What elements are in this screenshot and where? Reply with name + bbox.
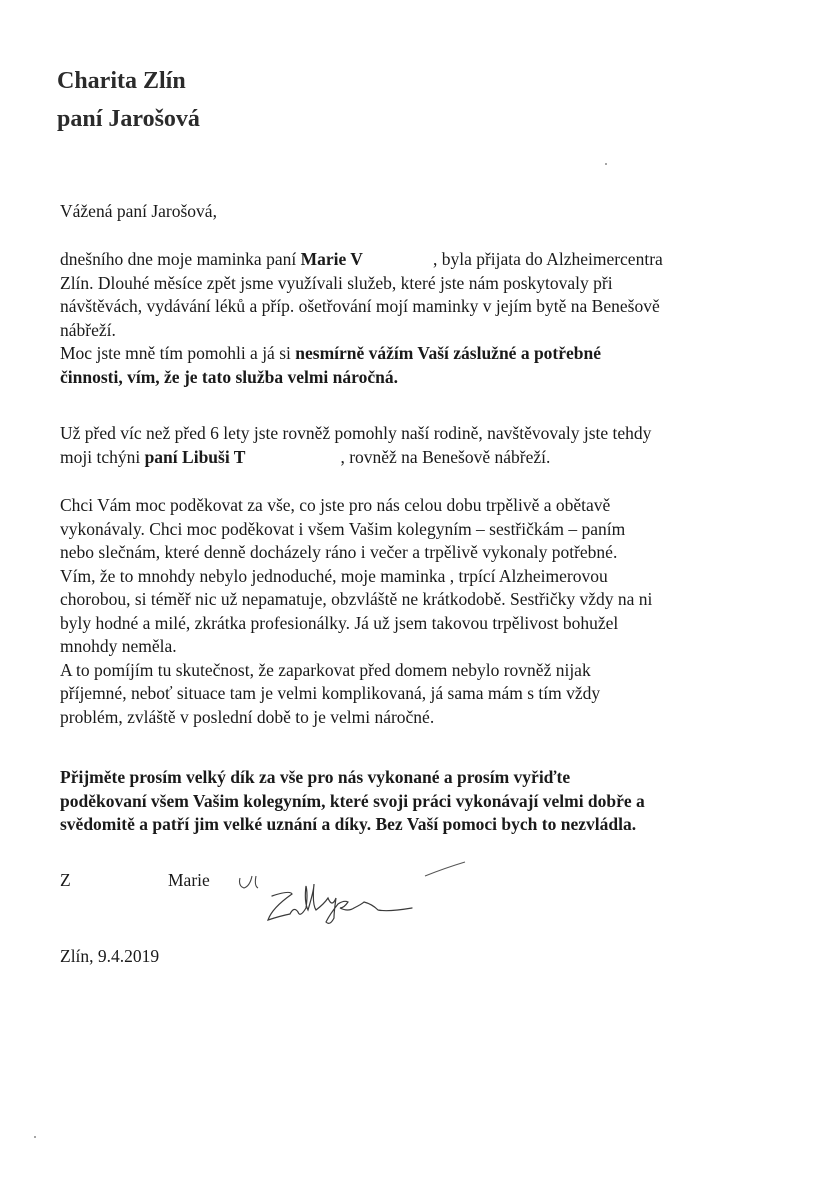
scan-speck xyxy=(605,163,607,165)
mother-name: Marie V xyxy=(300,249,363,269)
paragraph-line: nábřeží. xyxy=(60,319,116,340)
signature-block xyxy=(60,866,480,936)
emphasis-text: nesmírně vážím Vaší záslužné a potřebné xyxy=(295,343,602,363)
paragraph-line xyxy=(60,342,800,366)
paragraph-1 xyxy=(60,248,800,389)
paragraph-line: Přijměte prosím velký dík za vše pro nás vykonané a prosím vyřiďte xyxy=(60,767,571,787)
paragraph-line: vykonávaly. Chci moc poděkovat i všem Vašim kolegyním – sestřičkám – paním xyxy=(60,518,626,539)
handwritten-signature xyxy=(210,856,480,936)
closing-thanks xyxy=(60,766,800,837)
text-span: , rovněž na Benešově nábřeží. xyxy=(340,446,551,467)
text-span: Moc jste mně tím pomohli a já si xyxy=(60,343,296,363)
text-span: moji tchýni xyxy=(60,446,145,467)
letter-header xyxy=(57,62,200,138)
mother-in-law-name: paní Libuši T xyxy=(144,446,246,467)
organization-name: Charita Zlín xyxy=(57,68,186,94)
paragraph-line xyxy=(60,248,800,272)
paragraph-3 xyxy=(60,494,800,729)
paragraph-2 xyxy=(60,422,800,469)
paragraph-line: problém, zvláště v poslední době to je velmi náročné. xyxy=(60,706,435,727)
letter-date: Zlín, 9.4.2019 xyxy=(60,946,160,966)
text-span: byla přijata do Alzheimercentra xyxy=(441,249,663,269)
paragraph-line: svědomitě a patří jim velké uznání a díky. Bez Vaší pomoci bych to nezvládla. xyxy=(60,814,637,834)
paragraph-line: chorobou, si téměř nic už nepamatuje, obzvláště ne krátkodobě. Sestřičky vždy na ni xyxy=(60,589,653,609)
signature-name: Marie xyxy=(168,870,210,890)
paragraph-line xyxy=(60,446,800,470)
paragraph-line: A to pomíjím tu skutečnost, že zaparkovat před domem nebylo rovněž nijak xyxy=(60,659,591,680)
paragraph-line: nebo slečnám, které denně docházely ráno i večer a trpělivě vykonaly potřebné. xyxy=(60,542,618,562)
paragraph-line: Zlín. Dlouhé měsíce zpět jsme využívali služeb, které jste nám poskytovaly při xyxy=(60,272,613,293)
paragraph-line: návštěvách, vydávání léků a příp. ošetřování mojí maminky v jejím bytě na Benešově xyxy=(60,296,660,316)
comma-mark: , xyxy=(432,249,442,269)
recipient-name: paní Jarošová xyxy=(57,106,200,132)
text-span: dnešního dne moje maminka paní xyxy=(60,249,301,269)
paragraph-line: Chci Vám moc poděkovat za vše, co jste pro nás celou dobu trpělivě a obětavě xyxy=(60,495,611,515)
paragraph-line: Už před víc než před 6 lety jste rovněž pomohly naší rodině, navštěvovaly jste tehdy xyxy=(60,423,652,443)
paragraph-line: příjemné, neboť situace tam je velmi komplikovaná, já sama mám s tím vždy xyxy=(60,683,601,703)
paragraph-line: Vím, že to mnohdy nebylo jednoduché, moje maminka , trpící Alzheimerovou xyxy=(60,565,608,586)
paragraph-line: byly hodné a milé, zkrátka profesionálky. Já už jsem takovou trpělivost bohužel xyxy=(60,612,619,633)
signature-initial: Z xyxy=(60,870,71,890)
salutation: Vážená paní Jarošová, xyxy=(60,201,217,221)
scan-speck xyxy=(34,1136,36,1138)
paragraph-line: mnohdy neměla. xyxy=(60,636,177,656)
paragraph-line: poděkovaní všem Vašim kolegyním, které svoji práci vykonávají velmi dobře a xyxy=(60,790,645,811)
paragraph-line: činnosti, vím, že je tato služba velmi náročná. xyxy=(60,366,398,387)
